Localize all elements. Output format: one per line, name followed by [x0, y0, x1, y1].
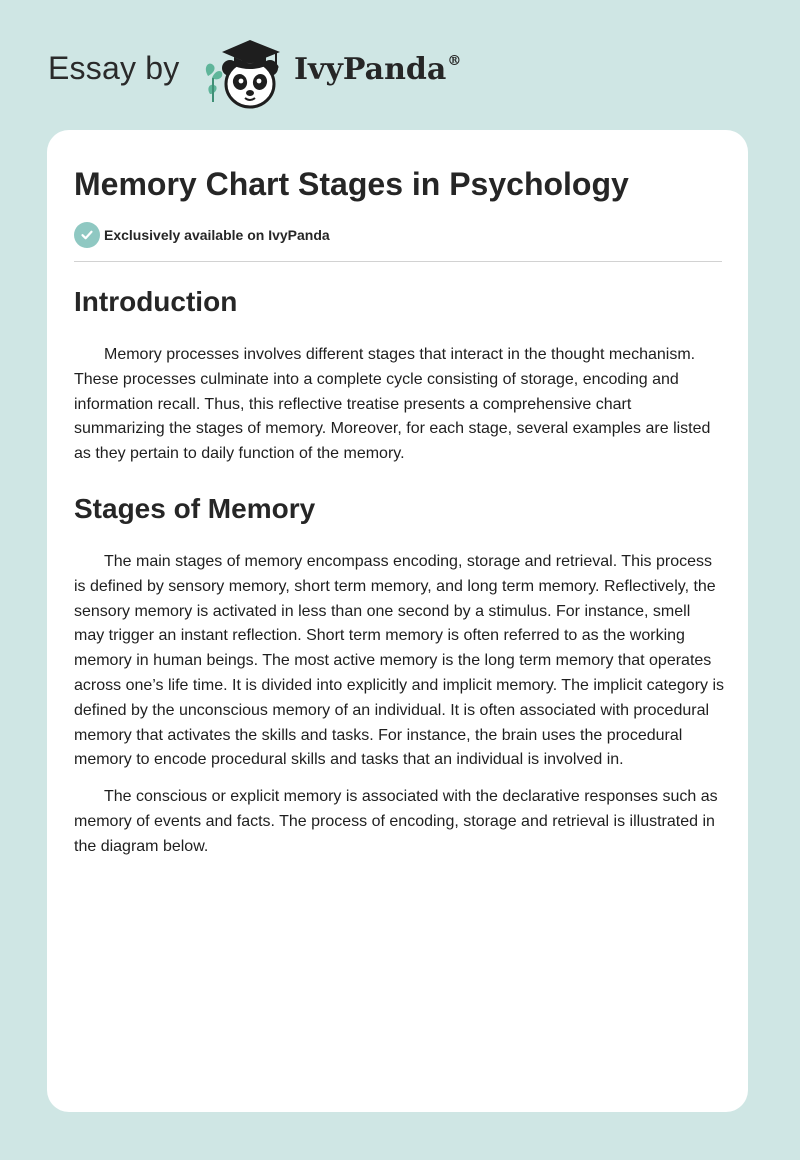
section-heading-introduction: Introduction [74, 286, 238, 317]
stages-paragraph-1: The main stages of memory encompass encoding, storage and retrieval. This process is defined by sensory memory, short term memory, and long term memory. Reflectively, the sensory memory is activated in less than one second by a stimulus. For instance, smell may trigger an instant reflection. Short term memory is often referred to as the working memory in human beings. The most active memory is the long term memory that operates across one’s life time. It is divided into explicitly and implicit memory. The implicit category is defined by the unconscious memory of an individual. It is often associated with procedural memory that activates the skills and tasks. For instance, the brain uses the procedural memory to encode procedural skills and tasks that an individual is involved in. [74, 552, 725, 769]
brand-name[interactable] [294, 52, 461, 87]
badge-text: Exclusively available on IvyPanda [104, 227, 330, 243]
section-heading-stages-of-memory: Stages of Memory [74, 492, 316, 524]
introduction-paragraph: Memory processes involves different stages that interact in the thought mechanism. These processes culminate into a complete cycle consisting of storage, encoding and information recall. Thus, this reflective treatise presents a comprehensive chart summarizing the stages of memory. Moreover, for each stage, several examples are listed as they pertain to daily function of the memory. [74, 346, 711, 463]
panda-graduate-icon[interactable] [200, 36, 292, 110]
registered-mark: ® [447, 53, 462, 69]
brand-name-text: IvyPanda [294, 52, 447, 87]
check-icon [74, 222, 100, 248]
brand-prefix: Essay by [48, 50, 180, 86]
essay-card [47, 130, 748, 1112]
page-title: Memory Chart Stages in Psychology [74, 166, 629, 202]
exclusive-badge [74, 222, 330, 248]
stages-paragraph-2: The conscious or explicit memory is associated with the declarative responses such as memory of events and facts. The process of encoding, storage and retrieval is illustrated in the diagram below. [74, 788, 718, 855]
site-header [0, 0, 800, 120]
article-body [74, 280, 724, 872]
title-divider [74, 261, 722, 262]
